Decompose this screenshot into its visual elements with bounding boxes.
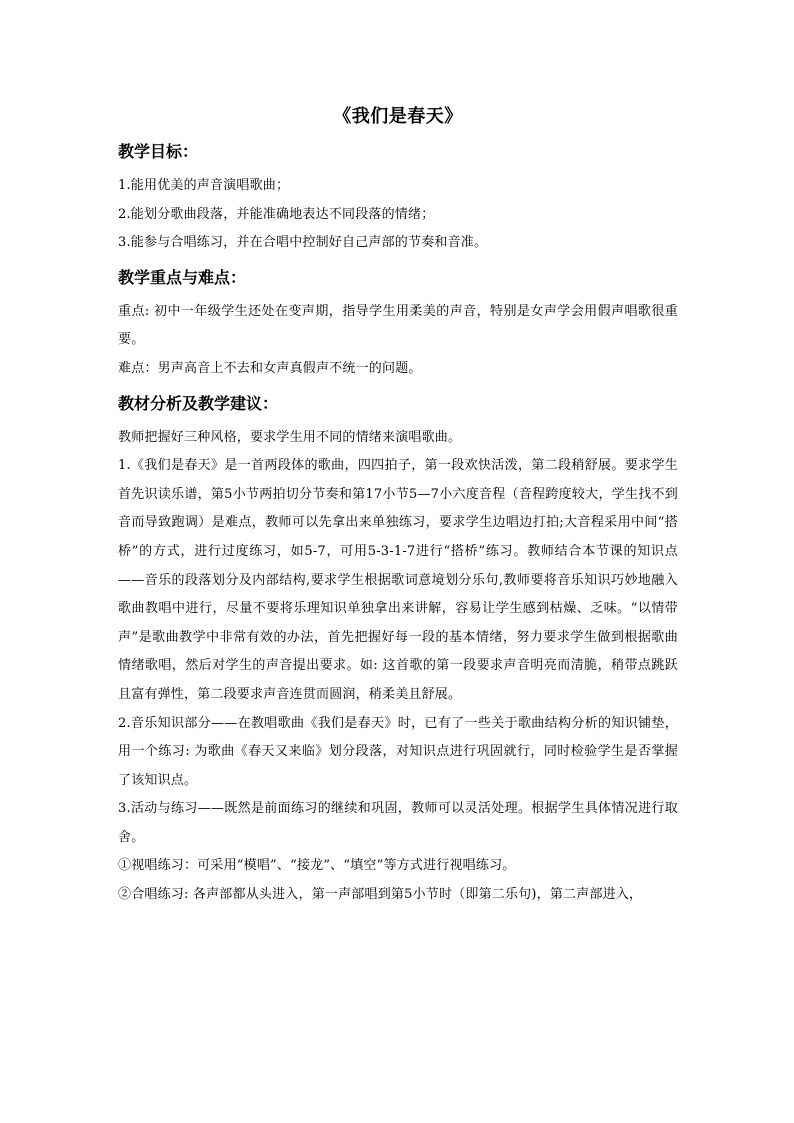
- analysis-sight-singing: ①视唱练习：可采用“模唱”、“接龙”、“填空”等方式进行视唱练习。: [118, 858, 516, 874]
- analysis-chorus: ②合唱练习: 各声部都从头进入，第一声部唱到第5小节时（即第二乐句)，第二声部进入，: [118, 887, 643, 903]
- analysis-item-1: 1.《我们是春天》是一首两段体的歌曲，四四拍子，第一段欢快活泼，第二段稍舒展。要求学生首先识读乐谱，第5小节两拍切分节奏和第17小节5—7小六度音程（音程跨度较大，学生找不到音而导致跑调）是难点，教师可以先拿出来单独练习，要求学生边唱边打拍;大音程采用中间“搭桥”的方式，进行过度练习，如5-7，可用5-3-1-7进行“搭桥”练习。教师结合本节课的知识点——音乐的段落划分及内部结构,要求学生根据歌词意境划分乐句,教师要将音乐知识巧妙地融入歌曲教唱中进行，尽量不要将乐理知识单独拿出来讲解，容易让学生感到枯燥、乏味。“以情带声”是歌曲教学中非常有效的办法，首先把握好每一段的基本情绪，努力要求学生做到根据歌曲情绪歌唱，然后对学生的声音提出要求。如: 这首歌的第一段要求声音明亮而清脆，稍带点跳跃且富有弹性，第二段要求声音连贯而圆润，稍柔美且舒展。: [118, 458, 678, 702]
- objective-item-2: 2.能划分歌曲段落，并能准确地表达不同段落的情绪；: [118, 206, 435, 222]
- key-point-difficulty: 难点：男声高音上不去和女声真假声不统一的问题。: [118, 360, 422, 376]
- section-heading-analysis: 教材分析及教学建议：: [118, 393, 279, 413]
- analysis-intro: 教师把握好三种风格，要求学生用不同的情绪来演唱歌曲。: [118, 429, 462, 445]
- document-body: [118, 104, 678, 910]
- analysis-item-2: 2.音乐知识部分——在教唱歌曲《我们是春天》时，已有了一些关于歌曲结构分析的知识铺垫，用一个练习: 为歌曲《春天又来临》划分段落，对知识点进行巩固就行，同时检验学生是否掌握了该知识点。: [118, 715, 678, 788]
- analysis-item-3: 3.活动与练习——既然是前面练习的继续和巩固，教师可以灵活处理。根据学生具体情况进行取舍。: [118, 801, 678, 845]
- document-title: 《我们是春天》: [333, 106, 463, 127]
- section-heading-key-points: 教学重点与难点：: [118, 267, 247, 287]
- objective-item-1: 1.能用优美的声音演唱歌曲；: [118, 178, 290, 193]
- objective-item-3: 3.能参与合唱练习，并在合唱中控制好自己声部的节奏和音准。: [118, 235, 488, 251]
- section-heading-objectives: 教学目标：: [118, 142, 199, 161]
- key-point-focus: 重点: 初中一年级学生还处在变声期，指导学生用柔美的声音，特别是女声学会用假声唱歌很重要。: [118, 303, 678, 348]
